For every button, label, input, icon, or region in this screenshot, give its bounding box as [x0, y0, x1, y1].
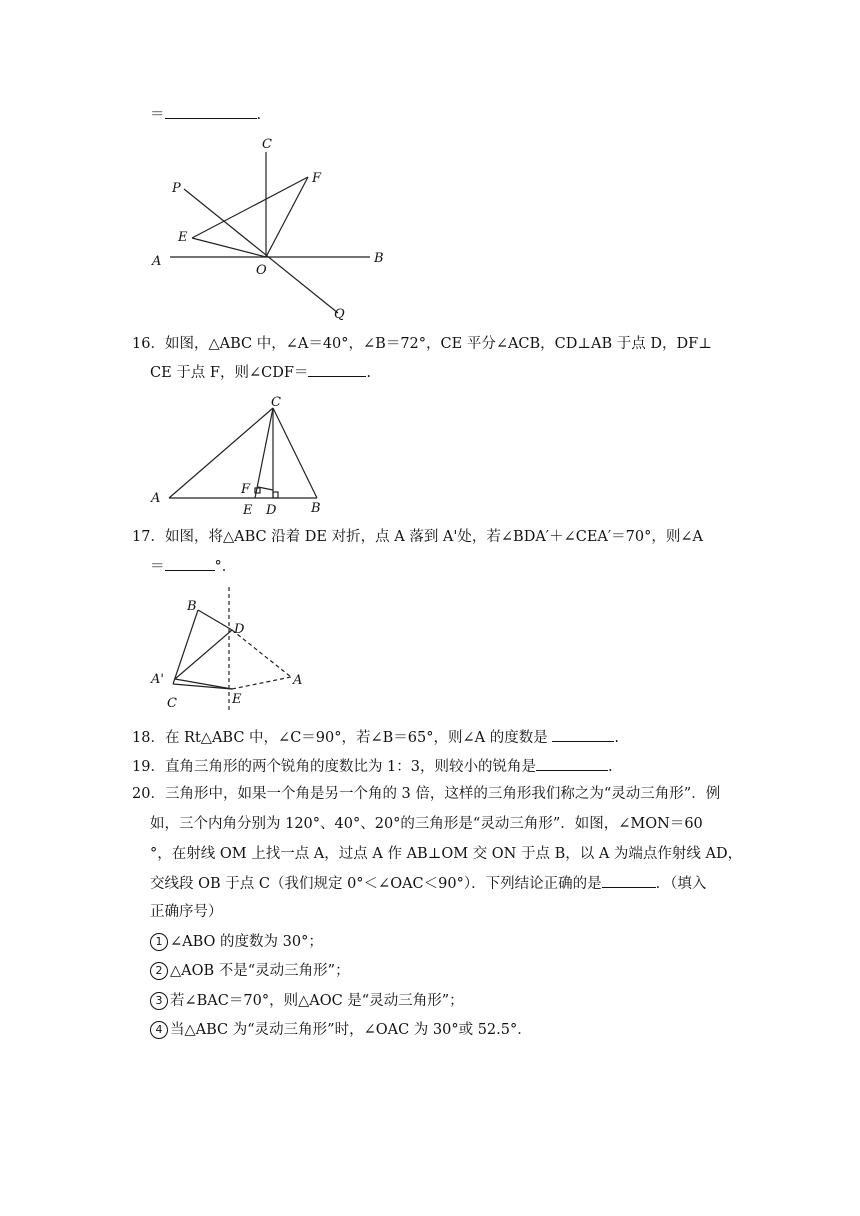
- label-F: F: [241, 482, 251, 497]
- label-A: A: [152, 254, 162, 269]
- label-C: C: [167, 696, 177, 711]
- label-P: P: [172, 181, 181, 196]
- label-B: B: [374, 251, 384, 266]
- q20-option-3: 3 若∠BAC＝70°，则△AOC 是“灵动三角形”；: [150, 991, 464, 1011]
- label-E: E: [243, 503, 253, 518]
- label-E: E: [178, 230, 188, 245]
- q15-answer-line: ＝ .: [150, 104, 261, 125]
- figure-q15: [140, 130, 400, 325]
- label-B: B: [187, 599, 197, 614]
- q18: 18．在 Rt△ABC 中，∠C＝90°，若∠B＝65°，则∠A 的度数是 .: [132, 727, 619, 748]
- q20-option-4: 4 当△ABC 为“灵动三角形”时，∠OAC 为 30°或 52.5°．: [150, 1020, 532, 1040]
- q17-line2: ＝ °．: [150, 556, 236, 577]
- option-number: 2: [150, 962, 168, 980]
- q19: 19．直角三角形的两个锐角的度数比为 1：3，则较小的锐角是 .: [132, 756, 613, 777]
- label-Q: Q: [334, 307, 345, 322]
- q20-line2: 如，三个内角分别为 120°、40°、20°的三角形是“灵动三角形”．如图，∠MON＝60: [150, 816, 703, 832]
- figure-q17: [145, 585, 315, 715]
- q20-line1: 20．三角形中，如果一个角是另一个角的 3 倍，这样的三角形我们称之为“灵动三角形”．例: [132, 786, 721, 802]
- label-E: E: [232, 692, 242, 707]
- label-F: F: [312, 171, 322, 186]
- q17-line1: 17．如图，将△ABC 沿着 DE 对折，点 A 落到 A'处，若∠BDA′＋∠CEA′＝70°，则∠A: [132, 529, 703, 545]
- q16-line2: CE 于点 F，则∠CDF＝ .: [150, 362, 371, 383]
- option-number: 3: [150, 992, 168, 1010]
- answer-blank: [165, 104, 257, 119]
- option-number: 4: [150, 1021, 168, 1039]
- label-B: B: [311, 501, 321, 516]
- label-A-prime: A': [151, 672, 164, 687]
- q16-line1: 16．如图，△ABC 中，∠A＝40°，∠B＝72°，CE 平分∠ACB，CD⊥AB 于点 D，DF⊥: [132, 336, 712, 352]
- label-A: A: [293, 673, 303, 688]
- q20-line4: 交线段 OB 于点 C（我们规定 0°＜∠OAC＜90°）．下列结论正确的是 ．（填入: [150, 873, 706, 894]
- figure-q16: [145, 390, 335, 520]
- answer-blank: [308, 362, 366, 377]
- answer-blank: [536, 756, 608, 771]
- label-O: O: [256, 263, 267, 278]
- label-C: C: [262, 137, 272, 152]
- answer-blank: [602, 873, 656, 888]
- label-C: C: [271, 395, 281, 410]
- label-D: D: [266, 503, 277, 518]
- q20-option-2: 2 △AOB 不是“灵动三角形”；: [150, 961, 350, 981]
- q20-line5: 正确序号）: [150, 904, 223, 920]
- q20-line3: °，在射线 OM 上找一点 A，过点 A 作 AB⊥OM 交 ON 于点 B，以 A 为端点作射线 AD，: [150, 846, 743, 862]
- q20-option-1: 1 ∠ABO 的度数为 30°；: [150, 932, 323, 952]
- answer-blank: [552, 727, 614, 742]
- label-A: A: [151, 491, 161, 506]
- label-D: D: [234, 622, 245, 637]
- option-number: 1: [150, 933, 168, 951]
- answer-blank: [165, 556, 215, 571]
